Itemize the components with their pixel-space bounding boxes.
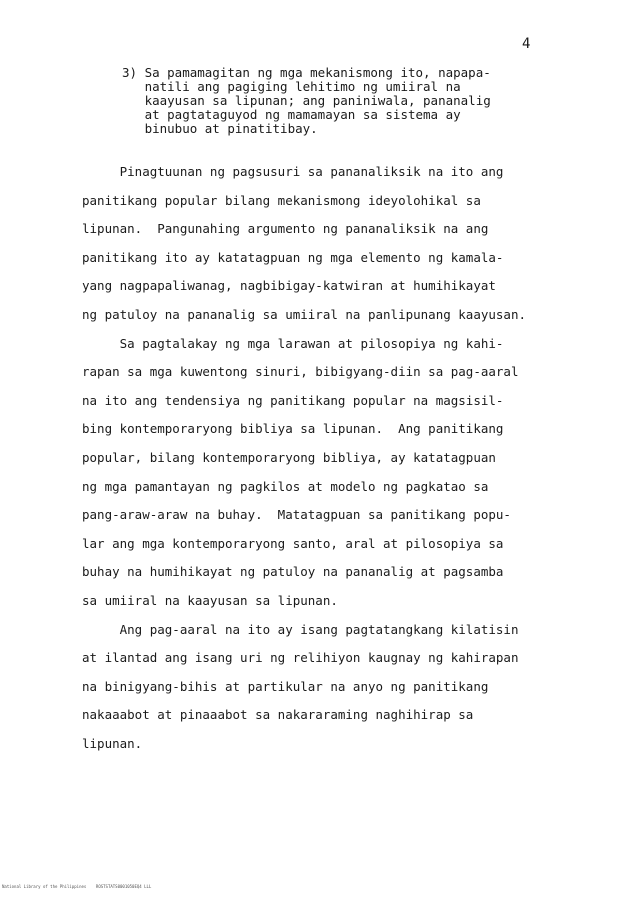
text-line: bing kontemporaryong bibliya sa lipunan. Ang panitikang bbox=[82, 421, 504, 437]
text-line: at ilantad ang isang uri ng relihiyon kaugnay ng kahirapan bbox=[82, 650, 519, 666]
text-line: pang-araw-araw na buhay. Matatagpuan sa panitikang popu- bbox=[82, 507, 511, 523]
text-line: popular, bilang kontemporaryong bibliya, ay katatagpuan bbox=[82, 449, 496, 465]
text-line: Pinagtuunan ng pagsusuri sa pananaliksik na ito ang bbox=[82, 164, 504, 179]
text-line: ng mga pamantayan ng pagkilos at modelo ng pagkatao sa bbox=[82, 478, 489, 494]
text-line: yang nagpapaliwanag, nagbibigay-katwiran at humihikayat bbox=[82, 278, 496, 294]
scan-footer: National Library of the Philippines ROSTSTATS0001050EQ4 LLL bbox=[2, 884, 152, 889]
text-line: panitikang ito ay katatagpuan ng mga elemento ng kamala- bbox=[82, 249, 504, 265]
text-line: buhay na humihikayat ng patuloy na pananalig at pagsamba bbox=[82, 564, 504, 580]
page-number: 4 bbox=[522, 36, 531, 52]
list-item-line: natili ang pagiging lehitimo ng umiiral na bbox=[122, 79, 461, 94]
body-text bbox=[82, 158, 562, 758]
text-line: na binigyang-bihis at partikular na anyo ng panitikang bbox=[82, 678, 489, 694]
text-line: na ito ang tendensiya ng panitikang popular na magsisil- bbox=[82, 392, 504, 408]
text-line: ng patuloy na pananalig sa umiiral na panlipunang kaayusan. bbox=[82, 306, 527, 322]
text-line: Ang pag-aaral na ito ay isang pagtatangkang kilatisin bbox=[82, 621, 519, 637]
text-line: lipunan. bbox=[82, 735, 143, 751]
text-line: nakaaabot at pinaaabot sa nakararaming naghihirap sa bbox=[82, 707, 474, 723]
list-item-line: kaayusan sa lipunan; ang paniniwala, pananalig bbox=[122, 93, 491, 108]
list-item-line: binubuo at pinatitibay. bbox=[122, 121, 318, 136]
text-line: Sa pagtalakay ng mga larawan at pilosopiya ng kahi- bbox=[82, 335, 504, 351]
text-line: panitikang popular bilang mekanismong ideyolohikal sa bbox=[82, 192, 481, 208]
text-line: lipunan. Pangunahing argumento ng pananaliksik na ang bbox=[82, 221, 489, 237]
list-item-line: 3) Sa pamamagitan ng mga mekanismong ito, napapa- bbox=[122, 65, 491, 80]
text-line: rapan sa mga kuwentong sinuri, bibigyang-diin sa pag-aaral bbox=[82, 364, 519, 380]
text-line: sa umiiral na kaayusan sa lipunan. bbox=[82, 592, 338, 608]
list-item-line: at pagtataguyod ng mamamayan sa sistema ay bbox=[122, 107, 461, 122]
numbered-list-item bbox=[122, 66, 562, 136]
text-line: lar ang mga kontemporaryong santo, aral at pilosopiya sa bbox=[82, 535, 504, 551]
